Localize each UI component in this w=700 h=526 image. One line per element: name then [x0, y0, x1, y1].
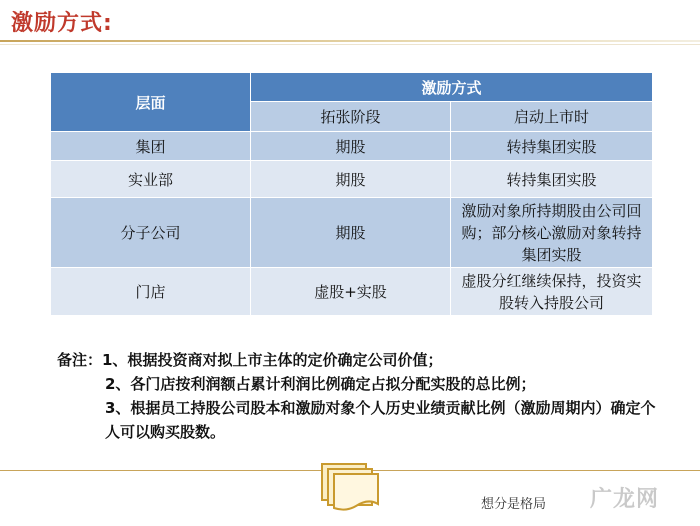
slide-title: 激励方式: — [11, 11, 113, 36]
watermark: 广龙网 — [590, 487, 660, 512]
note-line-2: 2、各门店按利润额占累计利润比例确定占拟分配实股的总比例； — [105, 375, 536, 393]
title-divider — [0, 40, 700, 42]
header-level: 层面 — [51, 73, 251, 132]
cell-expand: 虚股+实股 — [251, 268, 451, 316]
stacked-documents-icon — [318, 460, 382, 512]
cell-ipo: 激励对象所持期股由公司回购；部分核心激励对象转持集团实股 — [451, 198, 653, 268]
cell-expand: 期股 — [251, 198, 451, 268]
note-line-3: 3、根据员工持股公司股本和激励对象个人历史业绩贡献比例（激励周期内）确定个人可以购买股数。 — [105, 399, 656, 441]
cell-expand: 期股 — [251, 132, 451, 161]
note-line-1: 备注：1、根据投资商对拟上市主体的定价确定公司价值； — [57, 351, 443, 369]
header-stage-ipo: 启动上市时 — [451, 102, 653, 132]
cell-level: 集团 — [51, 132, 251, 161]
notes-block — [57, 348, 657, 444]
table-row — [51, 198, 653, 268]
cell-level: 分子公司 — [51, 198, 251, 268]
table-row — [51, 268, 653, 316]
table-row — [51, 161, 653, 198]
cell-expand: 期股 — [251, 161, 451, 198]
cell-level: 门店 — [51, 268, 251, 316]
cell-ipo: 虚股分红继续保持，投资实股转入持股公司 — [451, 268, 653, 316]
incentive-table — [50, 72, 653, 316]
header-stage-expand: 拓张阶段 — [251, 102, 451, 132]
footer-text: 想分是格局 — [481, 497, 547, 512]
cell-level: 实业部 — [51, 161, 251, 198]
title-divider-thin — [0, 44, 700, 45]
cell-ipo: 转持集团实股 — [451, 161, 653, 198]
cell-ipo: 转持集团实股 — [451, 132, 653, 161]
table-row — [51, 132, 653, 161]
header-method: 激励方式 — [251, 73, 653, 102]
